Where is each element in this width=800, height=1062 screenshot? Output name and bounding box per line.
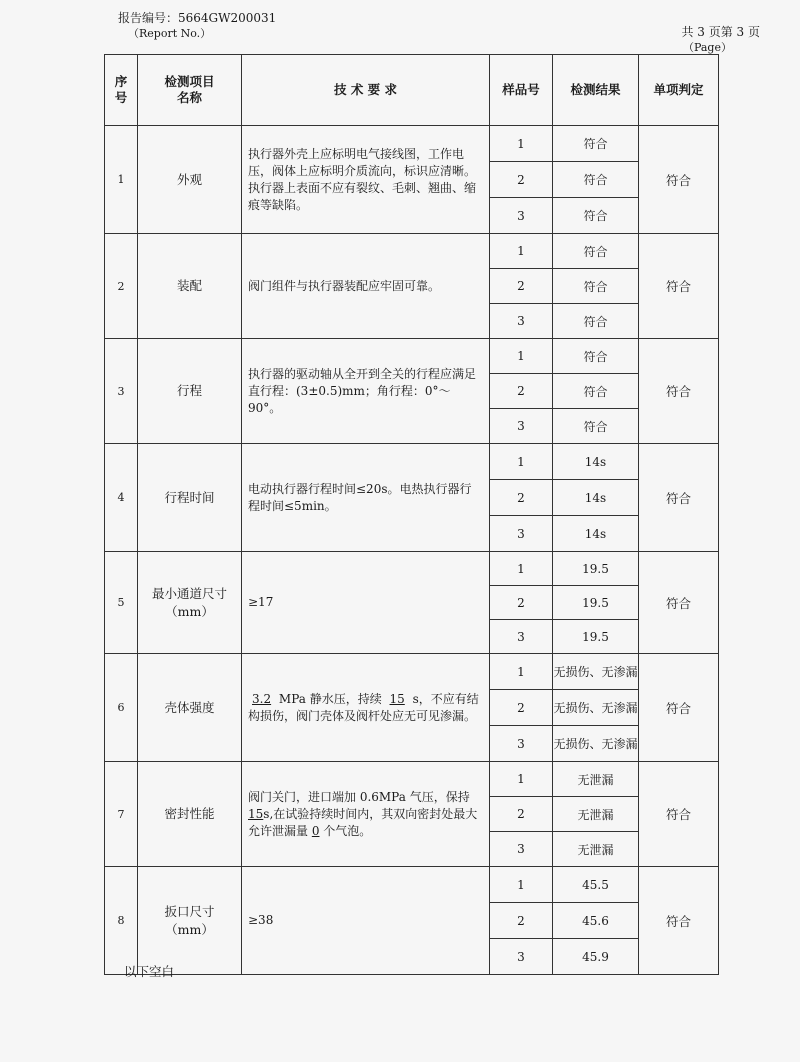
result-cell: 符合 xyxy=(553,198,639,234)
duration-value: 15 xyxy=(389,691,405,706)
col-judge: 单项判定 xyxy=(639,55,719,126)
result-cell: 符合 xyxy=(553,234,639,269)
row-seq: 2 xyxy=(105,234,138,339)
row-requirement: 执行器外壳上应标明电气接线图，工作电压，阀体上应标明介质流向，标识应清晰。执行器上表面不应有裂纹、毛刺、翘曲、缩痕等缺陷。 xyxy=(242,126,490,234)
row-requirement xyxy=(242,762,490,867)
result-cell: 无损伤、无渗漏 xyxy=(553,654,639,690)
table-row xyxy=(105,444,719,480)
table-row xyxy=(105,552,719,586)
footer-note: 以下空白 xyxy=(124,964,175,979)
sample-no: 2 xyxy=(490,269,553,304)
row-seq: 7 xyxy=(105,762,138,867)
result-cell: 19.5 xyxy=(553,586,639,620)
row-item: 行程时间 xyxy=(138,444,242,552)
sample-no: 3 xyxy=(490,726,553,762)
duration-value: 15 xyxy=(248,806,264,821)
report-number-block xyxy=(118,10,276,42)
judgement-cell: 符合 xyxy=(639,126,719,234)
sample-no: 3 xyxy=(490,198,553,234)
row-seq: 5 xyxy=(105,552,138,654)
req-text: MPa 静水压，持续 xyxy=(275,691,386,706)
col-sample: 样品号 xyxy=(490,55,553,126)
table-row xyxy=(105,867,719,903)
result-cell: 符合 xyxy=(553,374,639,409)
result-cell: 符合 xyxy=(553,304,639,339)
row-item: 最小通道尺寸（mm） xyxy=(138,552,242,654)
row-item: 外观 xyxy=(138,126,242,234)
sample-no: 1 xyxy=(490,126,553,162)
result-cell: 45.6 xyxy=(553,903,639,939)
sample-no: 1 xyxy=(490,762,553,797)
judgement-cell: 符合 xyxy=(639,654,719,762)
page-info: 共 3 页第 3 页 xyxy=(681,25,760,39)
row-item: 行程 xyxy=(138,339,242,444)
row-requirement: ≥17 xyxy=(242,552,490,654)
result-cell: 19.5 xyxy=(553,620,639,654)
req-text: 个气泡。 xyxy=(319,823,372,838)
col-req: 技 术 要 求 xyxy=(242,55,490,126)
report-no: 5664GW200031 xyxy=(178,11,277,25)
result-cell: 45.5 xyxy=(553,867,639,903)
sample-no: 2 xyxy=(490,162,553,198)
row-requirement: 执行器的驱动轴从全开到全关的行程应满足直行程：(3±0.5)mm；角行程：0°～90°。 xyxy=(242,339,490,444)
row-seq: 1 xyxy=(105,126,138,234)
result-cell: 14s xyxy=(553,516,639,552)
judgement-cell: 符合 xyxy=(639,234,719,339)
result-cell: 无泄漏 xyxy=(553,762,639,797)
result-cell: 无泄漏 xyxy=(553,832,639,867)
table-row xyxy=(105,654,719,690)
result-cell: 14s xyxy=(553,444,639,480)
sample-no: 1 xyxy=(490,234,553,269)
req-text: s,在试验持续时间内，其双向密封处最大允许泄漏量 xyxy=(248,806,478,838)
sample-no: 3 xyxy=(490,832,553,867)
sample-no: 2 xyxy=(490,690,553,726)
col-seq: 序号 xyxy=(105,55,138,126)
col-item: 检测项目名称 xyxy=(138,55,242,126)
sample-no: 1 xyxy=(490,444,553,480)
row-seq: 6 xyxy=(105,654,138,762)
sample-no: 2 xyxy=(490,586,553,620)
judgement-cell: 符合 xyxy=(639,444,719,552)
table-header-row xyxy=(105,55,719,126)
result-cell: 19.5 xyxy=(553,552,639,586)
page-en: （Page） xyxy=(682,41,732,54)
row-seq: 4 xyxy=(105,444,138,552)
leak-value: 0 xyxy=(311,823,320,838)
sample-no: 1 xyxy=(490,552,553,586)
sample-no: 1 xyxy=(490,339,553,374)
sample-no: 1 xyxy=(490,654,553,690)
row-requirement xyxy=(242,654,490,762)
pressure-value: 3.2 xyxy=(252,691,272,706)
row-seq: 8 xyxy=(105,867,138,975)
row-requirement: 电动执行器行程时间≤20s。电热执行器行程时间≤5min。 xyxy=(242,444,490,552)
judgement-cell: 符合 xyxy=(639,339,719,444)
page-info-block xyxy=(681,24,760,56)
sample-no: 2 xyxy=(490,797,553,832)
inspection-table xyxy=(104,54,719,975)
report-no-en: （Report No.） xyxy=(128,27,212,40)
row-item: 扳口尺寸（mm） xyxy=(138,867,242,975)
result-cell: 无损伤、无渗漏 xyxy=(553,726,639,762)
result-cell: 无泄漏 xyxy=(553,797,639,832)
row-requirement: ≥38 xyxy=(242,867,490,975)
table-row xyxy=(105,234,719,269)
result-cell: 符合 xyxy=(553,162,639,198)
table-row xyxy=(105,339,719,374)
result-cell: 14s xyxy=(553,480,639,516)
row-requirement: 阀门组件与执行器装配应牢固可靠。 xyxy=(242,234,490,339)
req-text: s，不应有结构损伤，阀门壳体及阀杆处应无可见渗漏。 xyxy=(248,691,479,723)
row-item: 壳体强度 xyxy=(138,654,242,762)
sample-no: 3 xyxy=(490,939,553,975)
col-result: 检测结果 xyxy=(553,55,639,126)
sample-no: 2 xyxy=(490,480,553,516)
result-cell: 符合 xyxy=(553,126,639,162)
row-seq: 3 xyxy=(105,339,138,444)
table-row xyxy=(105,126,719,162)
sample-no: 2 xyxy=(490,903,553,939)
row-item: 密封性能 xyxy=(138,762,242,867)
sample-no: 3 xyxy=(490,516,553,552)
result-cell: 符合 xyxy=(553,409,639,444)
sample-no: 1 xyxy=(490,867,553,903)
result-cell: 符合 xyxy=(553,269,639,304)
judgement-cell: 符合 xyxy=(639,552,719,654)
req-text: 阀门关门，进口端加 0.6MPa 气压，保持 xyxy=(248,789,470,804)
sample-no: 3 xyxy=(490,409,553,444)
judgement-cell: 符合 xyxy=(639,867,719,975)
result-cell: 无损伤、无渗漏 xyxy=(553,690,639,726)
sample-no: 3 xyxy=(490,620,553,654)
result-cell: 45.9 xyxy=(553,939,639,975)
judgement-cell: 符合 xyxy=(639,762,719,867)
report-no-label: 报告编号： xyxy=(118,11,179,25)
sample-no: 2 xyxy=(490,374,553,409)
table-row xyxy=(105,762,719,797)
result-cell: 符合 xyxy=(553,339,639,374)
sample-no: 3 xyxy=(490,304,553,339)
row-item: 装配 xyxy=(138,234,242,339)
